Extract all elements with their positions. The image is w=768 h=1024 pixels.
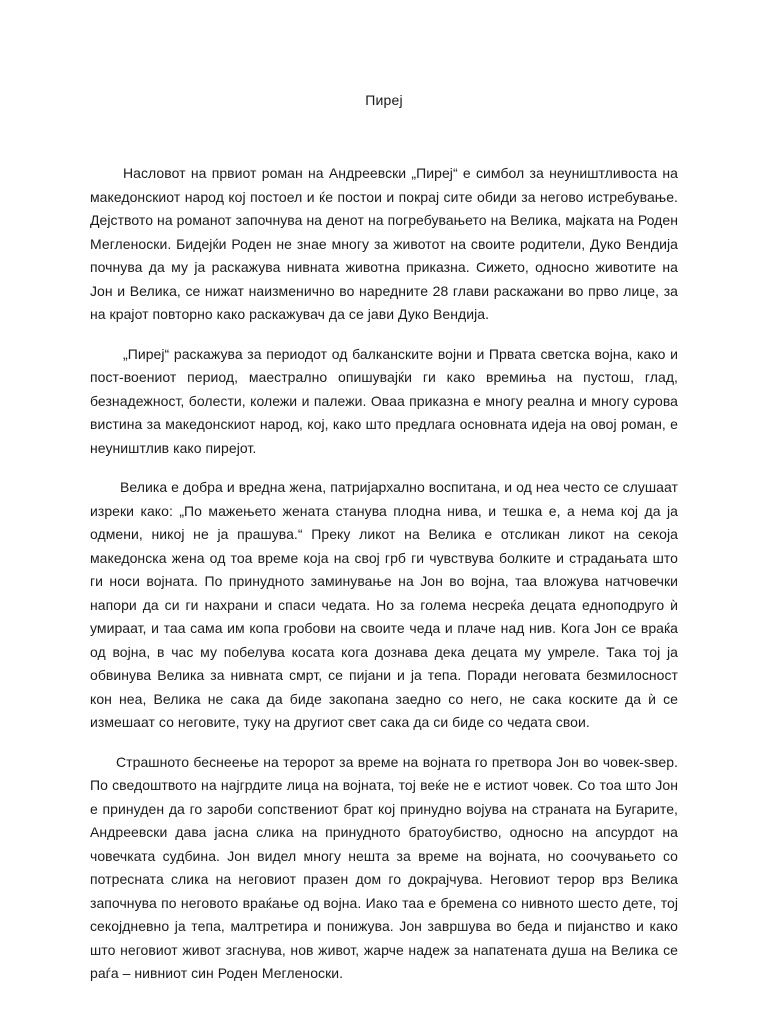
paragraph-1: Насловот на првиот роман на Андреевски „Пиреј“ е симбол за неуништливоста на македонскиот народ кој постоел и ќе постои и покрај сите обиди за негово истребување. Дејството на романот започнува на денот на погребувањето на Велика, мајката на Роден Мегленоски. Бидејќи Роден не знае многу за животот на своите родители, Дуко Вендија почнува да му ја раскажува нивната животна приказна. Сижето, односно животите на Јон и Велика, се нижат наизменично во наредните 28 глави раскажани во прво лице, за на крајот повторно како раскажувач да се јави Дуко Вендија. [90, 165, 678, 322]
document-body [90, 162, 678, 1002]
paragraph-2: „Пиреј“ раскажува за периодот од балканските војни и Првата светска војна, како и пост-воениот период, маестрално опишувајќи ги како времиња на пустош, глад, безнадежност, болести, колежи и палежи. Оваа приказна е многу реална и многу сурова вистина за македонскиот народ, кој, како што предлага основната идеја на овој роман, е неуништлив како пирејот. [90, 345, 678, 456]
document-title: Пиреј [365, 92, 403, 108]
paragraph-4: Страшното беснеење на теророт за време на војната го претвора Јон во човек-ѕвер. По сведоштвото на најгрдите лица на војната, тој веќе не е истиот човек. Со тоа што Јон е принуден да го зароби сопствениот брат кој принудно војува на страната на Бугарите, Андреевски дава јасна слика на принудното братоубиство, односно на апсурдот на човечката судбина. Јон видел многу нешта за време на војната, но соочувањето со потресната слика на неговиот празен дом го докрајчува. Неговиот терор врз Велика започнува по неговото враќање од војна. Иако таа е бремена со нивното шесто дете, тој секојдневно ја тепа, малтретира и понижува. Јон завршува во беда и пијанство и како што неговиот живот згаснува, нов живот, жарче надеж за напатената душа на Велика се раѓа – нивниот син Роден Мегленоски. [90, 753, 678, 981]
paragraph-3: Велика е добра и вредна жена, патријархално воспитана, и од неа често се слушаат изреки како: „По мажењето жената станува плодна нива, и тешка е, а нема кој да ја одмени, никој не ја прашува.“ Преку ликот на Велика е отсликан ликот на секоја македонска жена од тоа време која на свој грб ги чувствува болките и страдањата што ги носи војната. По принудното заминување на Јон во војна, таа вложува натчовечки напори да си ги нахрани и спаси чедата. Но за голема несреќа децата еднoподруго ѝ умираат, и таа сама им копа гробови на своите чеда и плаче над нив. Кога Јон се враќа од војна, в час му побелува косата кога дознава дека децата му умреле. Така тој ја обвинува Велика за нивната смрт, се пијани и ја тепа. Поради неговата безмилосност кон неа, Велика не сака да биде закопана заедно со него, не сака коските да ѝ се измешаат со неговите, туку на другиот свет сака да си биде со чедата свои. [90, 479, 678, 730]
